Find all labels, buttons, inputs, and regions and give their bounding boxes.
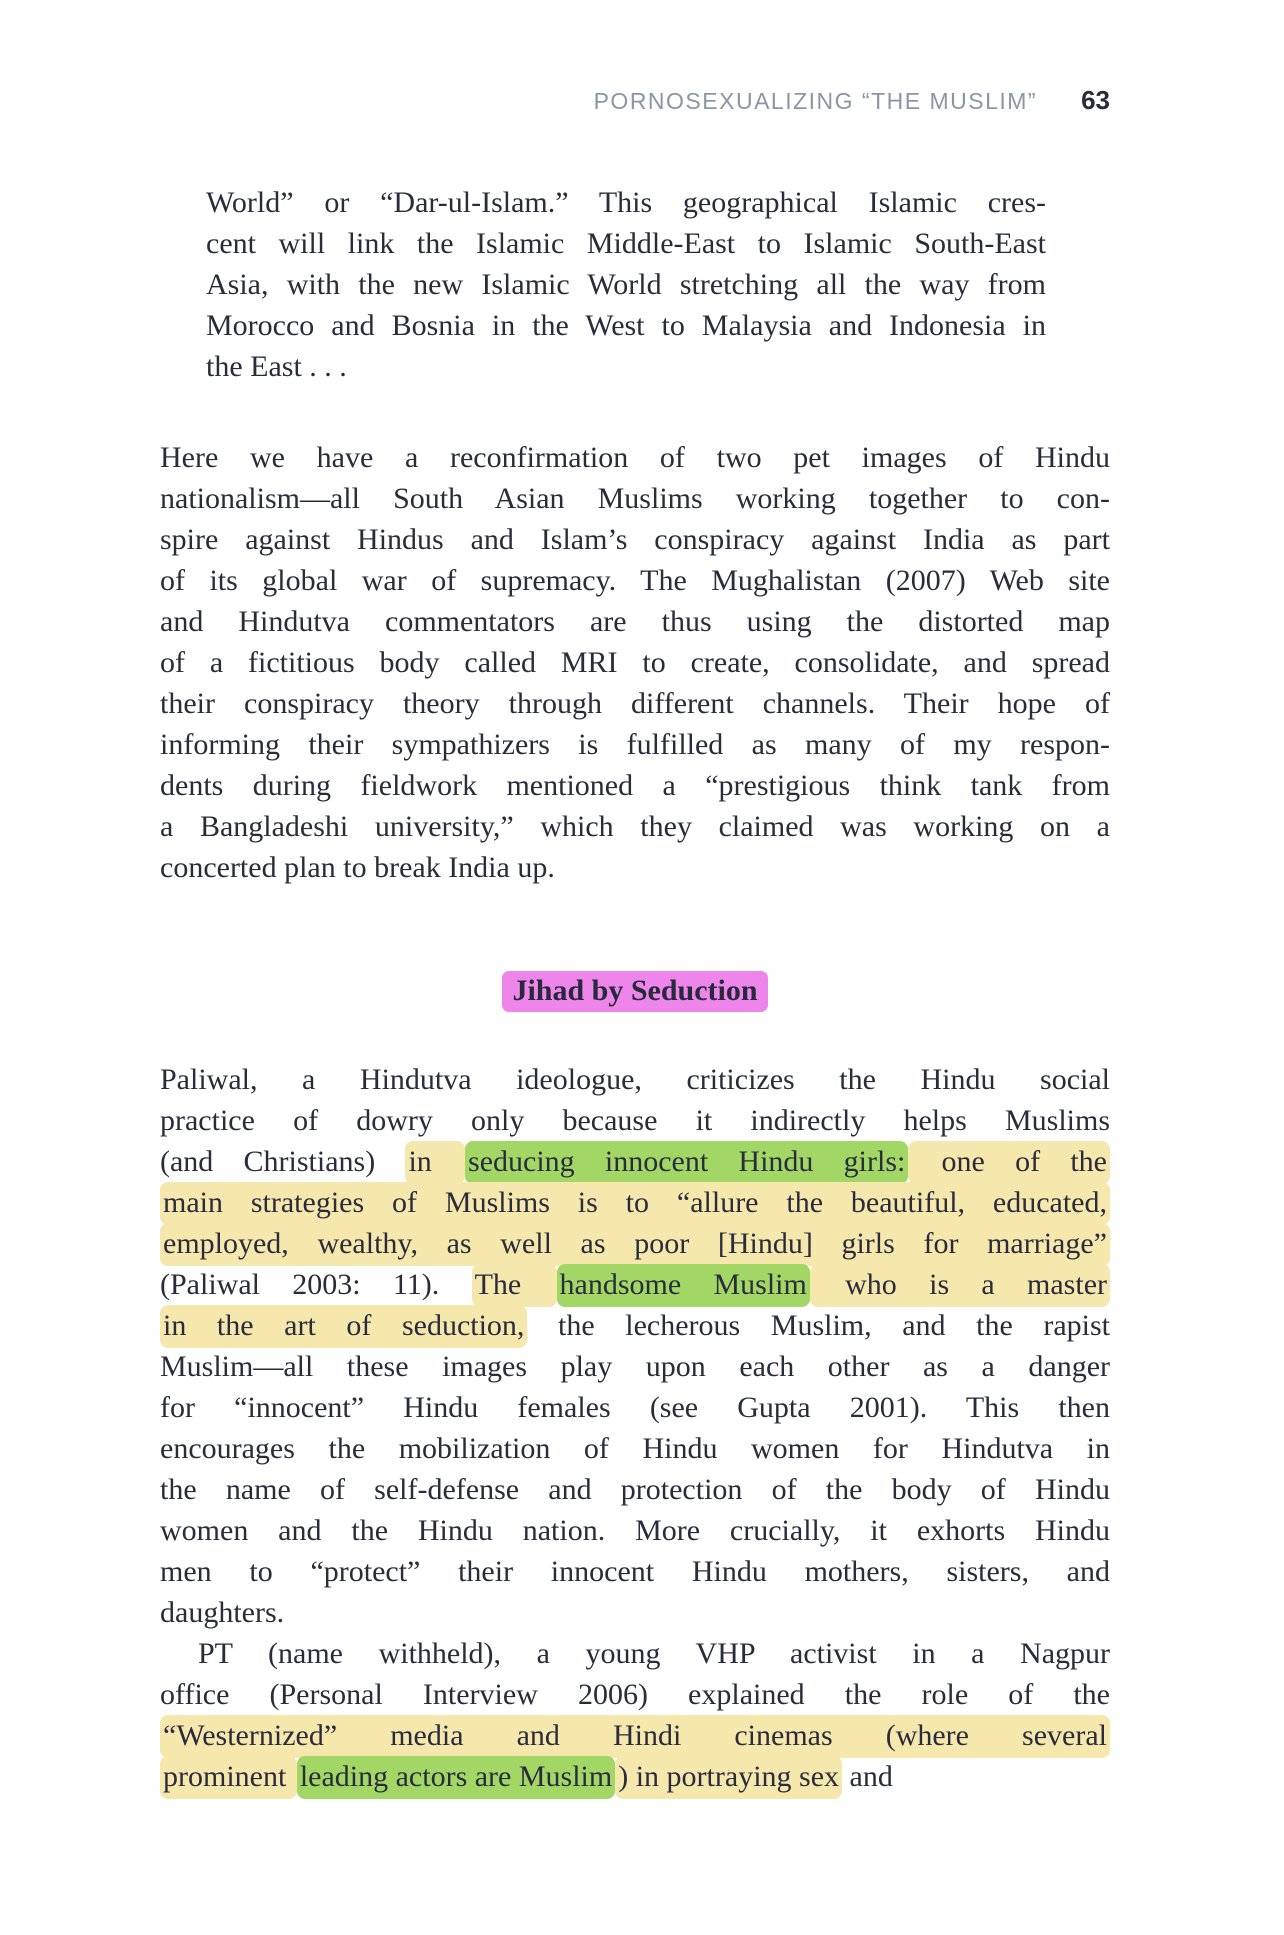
text-line bbox=[160, 1264, 1110, 1305]
text-line bbox=[160, 1223, 1110, 1264]
text-segment: men to “protect” their innocent Hindu mothers, sisters, and bbox=[160, 1555, 1110, 1588]
highlighted-text: main strategies of Muslims is to “allure the beautiful, educated, bbox=[160, 1182, 1110, 1225]
paragraph-vhp-activist bbox=[160, 1633, 1110, 1797]
text-segment: Muslim—all these images play upon each other as a danger bbox=[160, 1350, 1110, 1383]
text-line bbox=[160, 519, 1110, 560]
section-heading bbox=[160, 970, 1110, 1011]
text-line bbox=[160, 1469, 1110, 1510]
text-line bbox=[160, 1510, 1110, 1551]
text-line bbox=[160, 1551, 1110, 1592]
text-line bbox=[160, 1592, 1110, 1633]
text-line bbox=[160, 1387, 1110, 1428]
highlighted-text: ) in portraying sex bbox=[615, 1756, 842, 1799]
text-segment: practice of dowry only because it indirectly helps Muslims bbox=[160, 1104, 1110, 1137]
paragraph-jihad-by-seduction bbox=[160, 1059, 1110, 1633]
text-segment: and bbox=[842, 1760, 893, 1793]
block-quote bbox=[206, 182, 1046, 387]
text-line bbox=[160, 806, 1110, 847]
page-number: 63 bbox=[1081, 85, 1110, 115]
text-segment: (and Christians) bbox=[160, 1145, 406, 1178]
text-line bbox=[160, 601, 1110, 642]
text-line bbox=[160, 847, 1110, 888]
highlighted-text: in bbox=[405, 1141, 465, 1184]
highlighted-text: prominent bbox=[160, 1756, 297, 1799]
text-line bbox=[160, 1715, 1110, 1756]
text-line bbox=[160, 1633, 1110, 1674]
text-line bbox=[160, 724, 1110, 765]
highlighted-text: who is a master bbox=[810, 1264, 1110, 1307]
text-line bbox=[160, 1305, 1110, 1346]
highlighted-text: in the art of seduction, bbox=[160, 1305, 527, 1348]
text-segment: Here we have a reconfirmation of two pet images of Hindu bbox=[160, 441, 1110, 474]
text-segment: and Hindutva commentators are thus using the distorted map bbox=[160, 605, 1110, 638]
text-segment: for “innocent” Hindu females (see Gupta 2001). This then bbox=[160, 1391, 1110, 1424]
highlighted-text: leading actors are Muslim bbox=[297, 1756, 615, 1799]
highlighted-text: “Westernized” media and Hindi cinemas (where several bbox=[160, 1715, 1110, 1758]
highlighted-text: The bbox=[472, 1264, 557, 1307]
text-line bbox=[160, 1756, 1110, 1797]
text-line bbox=[160, 1182, 1110, 1223]
text-line bbox=[206, 264, 1046, 305]
text-segment: Morocco and Bosnia in the West to Malaysia and Indonesia in bbox=[206, 309, 1046, 342]
text-line bbox=[160, 765, 1110, 806]
highlighted-text: employed, wealthy, as well as poor [Hindu] girls for marriage” bbox=[160, 1223, 1110, 1266]
text-segment: the name of self-defense and protection of the body of Hindu bbox=[160, 1473, 1110, 1506]
paragraph-hindu-nationalism bbox=[160, 437, 1110, 888]
text-segment: Paliwal, a Hindutva ideologue, criticizes the Hindu social bbox=[160, 1063, 1110, 1096]
highlighted-text: handsome Muslim bbox=[557, 1264, 810, 1307]
text-segment: cent will link the Islamic Middle-East to Islamic South-East bbox=[206, 227, 1046, 260]
text-segment: dents during fieldwork mentioned a “prestigious think tank from bbox=[160, 769, 1110, 802]
text-segment: the lecherous Muslim, and the rapist bbox=[527, 1309, 1111, 1342]
text-segment: World” or “Dar-ul-Islam.” This geographical Islamic cres- bbox=[206, 186, 1046, 219]
text-segment: of its global war of supremacy. The Mughalistan (2007) Web site bbox=[160, 564, 1110, 597]
highlighted-text: seducing innocent Hindu girls: bbox=[465, 1141, 908, 1184]
text-segment: PT (name withheld), a young VHP activist in a Nagpur bbox=[198, 1637, 1110, 1670]
running-header bbox=[160, 85, 1110, 116]
text-line bbox=[160, 1428, 1110, 1469]
text-segment: the East . . . bbox=[206, 350, 347, 383]
section-heading-highlighted-text: Jihad by Seduction bbox=[502, 971, 767, 1012]
text-segment: concerted plan to break India up. bbox=[160, 851, 555, 884]
text-segment: (Paliwal 2003: 11). bbox=[160, 1268, 472, 1301]
text-segment: a Bangladeshi university,” which they claimed was working on a bbox=[160, 810, 1110, 843]
text-line bbox=[160, 1100, 1110, 1141]
highlighted-text: one of the bbox=[908, 1141, 1110, 1184]
text-segment: women and the Hindu nation. More crucially, it exhorts Hindu bbox=[160, 1514, 1110, 1547]
text-segment: Asia, with the new Islamic World stretching all the way from bbox=[206, 268, 1046, 301]
text-segment: spire against Hindus and Islam’s conspiracy against India as part bbox=[160, 523, 1110, 556]
text-line bbox=[206, 305, 1046, 346]
text-line bbox=[160, 478, 1110, 519]
text-segment: office (Personal Interview 2006) explained the role of the bbox=[160, 1678, 1110, 1711]
text-line bbox=[160, 642, 1110, 683]
text-line bbox=[160, 560, 1110, 601]
text-line bbox=[206, 182, 1046, 223]
text-segment: their conspiracy theory through different channels. Their hope of bbox=[160, 687, 1110, 720]
text-line bbox=[206, 223, 1046, 264]
text-segment: nationalism—all South Asian Muslims working together to con- bbox=[160, 482, 1110, 515]
text-line bbox=[160, 1346, 1110, 1387]
text-line bbox=[160, 1059, 1110, 1100]
text-line bbox=[160, 1674, 1110, 1715]
text-line bbox=[160, 683, 1110, 724]
running-header-title: PORNOSEXUALIZING “THE MUSLIM” bbox=[593, 88, 1038, 114]
text-segment: encourages the mobilization of Hindu women for Hindutva in bbox=[160, 1432, 1110, 1465]
text-segment: of a fictitious body called MRI to create, consolidate, and spread bbox=[160, 646, 1110, 679]
text-line bbox=[206, 346, 1046, 387]
text-segment: informing their sympathizers is fulfilled as many of my respon- bbox=[160, 728, 1110, 761]
text-line bbox=[160, 1141, 1110, 1182]
text-segment: daughters. bbox=[160, 1596, 285, 1629]
text-line bbox=[160, 437, 1110, 478]
